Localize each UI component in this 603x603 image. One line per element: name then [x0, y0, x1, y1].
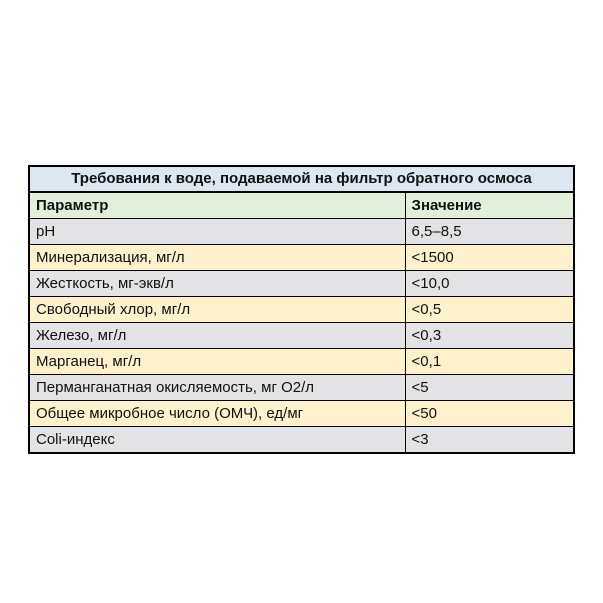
value-cell: <5 — [405, 375, 574, 401]
table-row — [29, 427, 574, 454]
value-cell: <0,5 — [405, 297, 574, 323]
column-header-param: Параметр — [29, 192, 405, 219]
param-cell: Марганец, мг/л — [29, 349, 405, 375]
table-row — [29, 401, 574, 427]
param-cell: Свободный хлор, мг/л — [29, 297, 405, 323]
value-cell: <1500 — [405, 245, 574, 271]
table-row — [29, 375, 574, 401]
table-row — [29, 297, 574, 323]
param-cell: pH — [29, 219, 405, 245]
table-title: Требования к воде, подаваемой на фильтр обратного осмоса — [29, 166, 574, 192]
value-cell: <50 — [405, 401, 574, 427]
table-row — [29, 323, 574, 349]
table-title-row — [29, 166, 574, 192]
table-header-row — [29, 192, 574, 219]
value-cell: <0,3 — [405, 323, 574, 349]
column-header-value: Значение — [405, 192, 574, 219]
table-row — [29, 245, 574, 271]
value-cell: <0,1 — [405, 349, 574, 375]
table-row — [29, 271, 574, 297]
param-cell: Минерализация, мг/л — [29, 245, 405, 271]
table-row — [29, 219, 574, 245]
requirements-table-container — [28, 165, 575, 454]
value-cell: <3 — [405, 427, 574, 454]
table-row — [29, 349, 574, 375]
param-cell: Железо, мг/л — [29, 323, 405, 349]
value-cell: <10,0 — [405, 271, 574, 297]
param-cell: Общее микробное число (ОМЧ), ед/мг — [29, 401, 405, 427]
param-cell: Coli-индекс — [29, 427, 405, 454]
requirements-table — [28, 165, 575, 454]
param-cell: Перманганатная окисляемость, мг О2/л — [29, 375, 405, 401]
value-cell: 6,5–8,5 — [405, 219, 574, 245]
param-cell: Жесткость, мг-экв/л — [29, 271, 405, 297]
